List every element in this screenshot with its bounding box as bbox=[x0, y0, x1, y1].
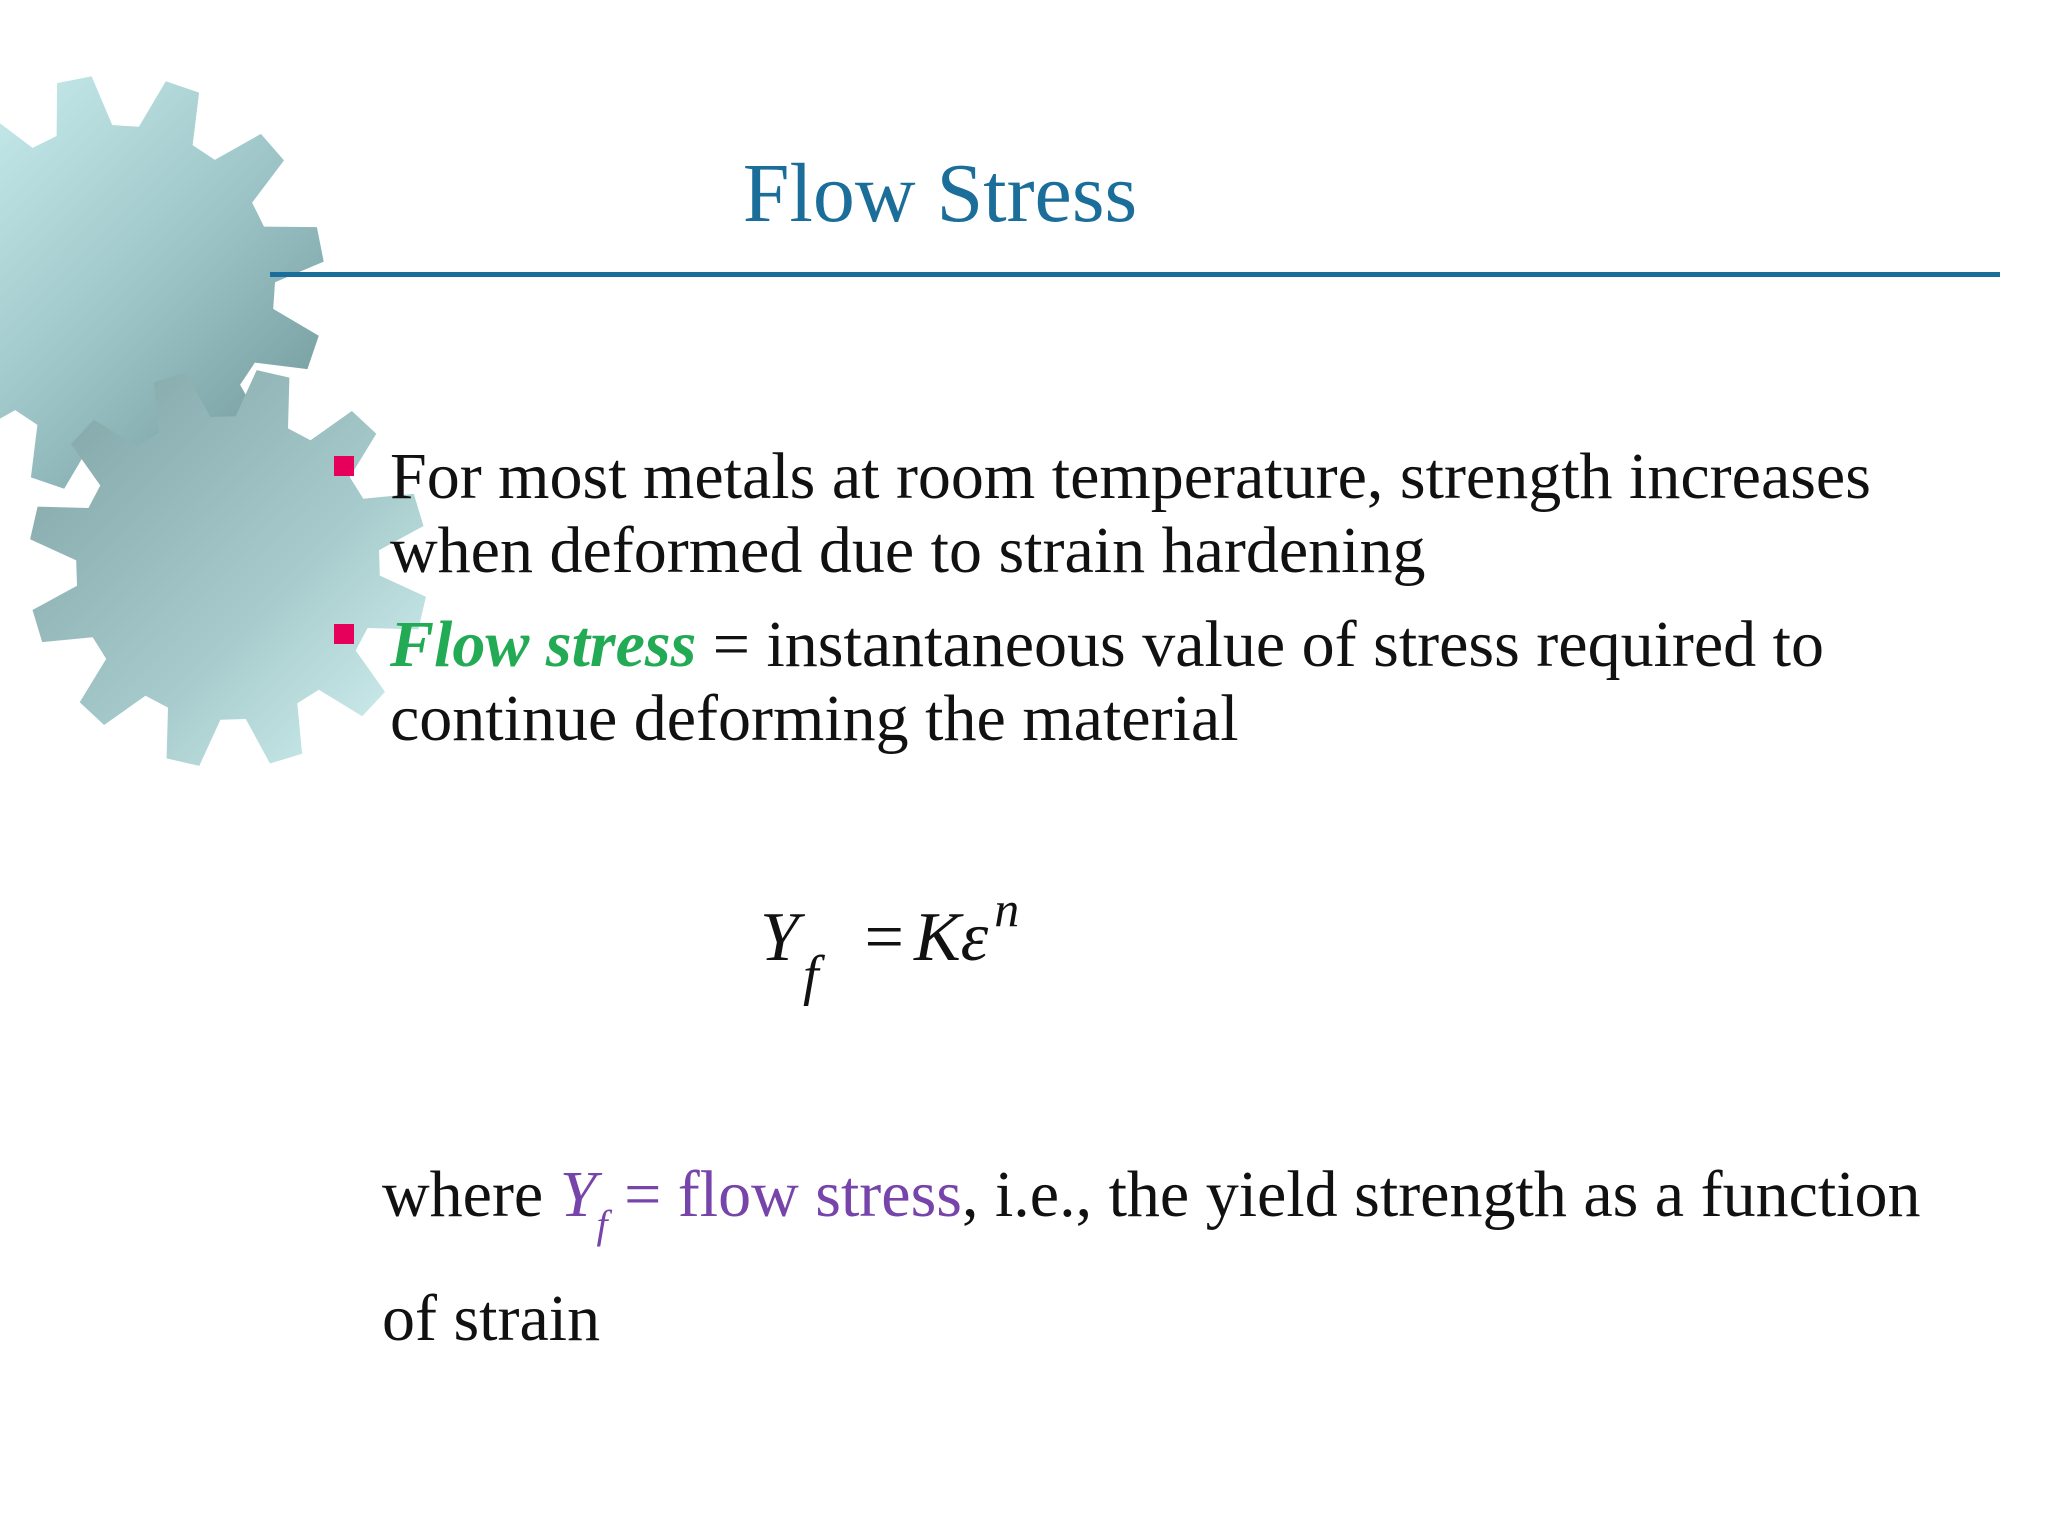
where-suffix: , i.e., the yield strength as a function of strain bbox=[382, 1158, 1921, 1355]
where-definition: = flow stress bbox=[607, 1158, 962, 1231]
formula-rhs: Kε bbox=[913, 899, 989, 976]
flow-stress-term: Flow stress bbox=[390, 608, 697, 681]
flow-stress-formula bbox=[760, 880, 1019, 1008]
formula-lhs-subscript: f bbox=[802, 945, 819, 1007]
bullet-list bbox=[390, 440, 1890, 776]
bullet-item bbox=[390, 608, 1890, 756]
where-symbol: Y bbox=[559, 1158, 597, 1231]
bullet-item bbox=[390, 440, 1890, 588]
title-divider bbox=[270, 272, 2000, 277]
formula-exponent: n bbox=[994, 881, 1020, 937]
slide-title: Flow Stress bbox=[742, 147, 1138, 240]
gear-icon bbox=[30, 370, 426, 766]
where-prefix: where bbox=[382, 1158, 560, 1231]
bullet-marker bbox=[334, 456, 354, 476]
where-explanation bbox=[382, 1148, 1942, 1366]
formula-lhs: Y bbox=[760, 899, 799, 976]
formula-equals: = bbox=[864, 899, 904, 976]
bullet-text: = instantaneous value of stress required to continue deforming the material bbox=[390, 608, 1825, 755]
bullet-marker bbox=[334, 624, 354, 644]
flow-stress-definition bbox=[559, 1158, 962, 1247]
bullet-text: For most metals at room temperature, strength increases when deformed due to strain hardening bbox=[390, 440, 1871, 587]
where-symbol-subscript: f bbox=[596, 1202, 608, 1247]
